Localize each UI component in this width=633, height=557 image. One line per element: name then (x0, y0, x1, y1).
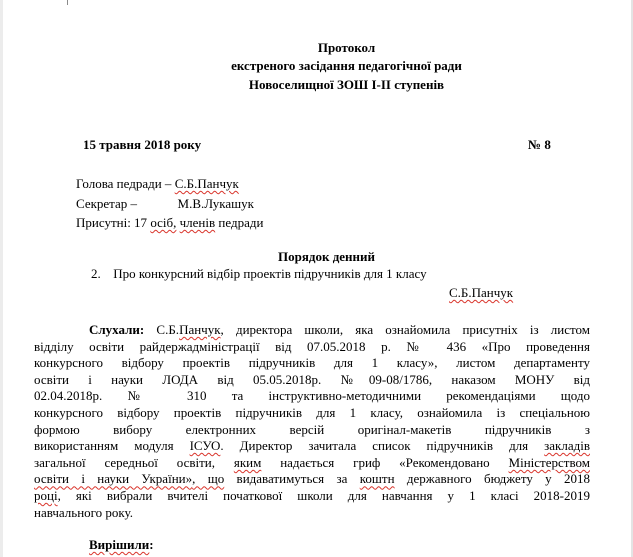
heard-paragraph (34, 322, 590, 521)
agenda-item-number: 2. (91, 266, 101, 281)
agenda-title: Порядок денний (278, 249, 375, 264)
decided-colon: : (149, 537, 154, 552)
present-tail: педради (215, 215, 264, 230)
chair-name: С.Б.Панчук (174, 176, 239, 191)
heard-line-4: освіти і науки ЛОДА від 05.05.2018р. №09-08/1786, наказом МОНУ від (34, 371, 590, 387)
heard-line-6: конкурсного відбору проектів підручників для 1 класу, ознайомила із спеціальною (34, 404, 590, 420)
heard-text-10a: освіти і науки України» (34, 471, 193, 487)
heard-line-10 (34, 471, 590, 488)
heard-text-8c: . Директор зачитала список підручників для (220, 438, 545, 454)
present-word-2: членів (179, 215, 216, 230)
protocol-subtitle: екстреного засідання педагогічної ради (231, 58, 462, 73)
agenda-speaker-name: С.Б.Панчук (449, 285, 514, 300)
heard-line-3: конкурсного відбору проектів підручників для 1 класу», листом департаменту (34, 355, 590, 371)
margin-corner-mark (67, 0, 68, 5)
heard-line-11 (34, 488, 590, 505)
secretary-line (76, 196, 254, 211)
heard-text-9c: надається гриф «Рекомендовано (261, 454, 509, 470)
heard-label: Слухали: (89, 322, 145, 337)
present-line (76, 215, 263, 230)
heard-text-11a: році (34, 487, 58, 503)
heard-text-10d: коштн (359, 471, 395, 487)
present-label: Присутні: 17 (76, 215, 151, 230)
secretary-label: Секретар – (76, 196, 138, 211)
heard-line-7: формою вибору електронних версій оригінал-макетів підручників з (34, 421, 590, 437)
decided-label: Вирішили (89, 537, 150, 552)
page-left-margin (0, 0, 3, 557)
heard-line-9 (34, 455, 590, 472)
decided-line (89, 537, 154, 552)
heard-text-10b: , що (192, 471, 225, 487)
heard-text-10e: державного бюджету у 2018 (394, 471, 590, 487)
heard-line-5: 02.04.2018р. № 310 та інструктивно-методичними рекомендаціями щодо (34, 388, 590, 404)
heard-line-1 (87, 322, 590, 339)
agenda-item (91, 266, 427, 281)
agenda-item-text: Про конкурсний відбір проектів підручників для 1 класу (113, 266, 427, 281)
heard-text-8b: ІСУО (189, 438, 221, 454)
heard-text-1b: Панчук (179, 322, 221, 337)
school-name: Новоселищної ЗОШ I-II ступенів (248, 77, 445, 92)
protocol-number: № 8 (528, 137, 551, 152)
chair-label: Голова педради – (76, 176, 175, 191)
meeting-date: 15 травня 2018 року (83, 137, 202, 152)
heard-line-8 (34, 438, 590, 455)
heard-text-8a: використанням модуля (34, 438, 190, 454)
protocol-title: Протокол (317, 40, 376, 55)
secretary-name: М.В.Лукашук (177, 196, 254, 211)
heard-text-8d: закладів (544, 438, 590, 454)
present-word-1: осіб, (150, 215, 177, 230)
heard-text-9b: яким (233, 454, 262, 470)
agenda-speaker (449, 285, 513, 300)
heard-text-9a: загальної середньої освіти, (34, 454, 234, 470)
heard-text-11b: , які вибрали вчителі початкової школи для навчання у 1 класі 2018-2019 (57, 487, 590, 503)
heard-text-9d: Міністерством (508, 454, 590, 470)
heard-line-12: навчального року. (34, 504, 134, 520)
heard-text-10c: видаватимуться за (224, 471, 360, 487)
chair-line (76, 176, 239, 191)
heard-text-1c: , директора школи, яка ознайомила присутніх із листом (220, 322, 590, 337)
heard-text-1a: С.Б. (144, 322, 180, 337)
heard-line-2: відділу освіти райдержадміністрації від 07.05.2018 р. № 436 «Про проведення (34, 338, 590, 354)
